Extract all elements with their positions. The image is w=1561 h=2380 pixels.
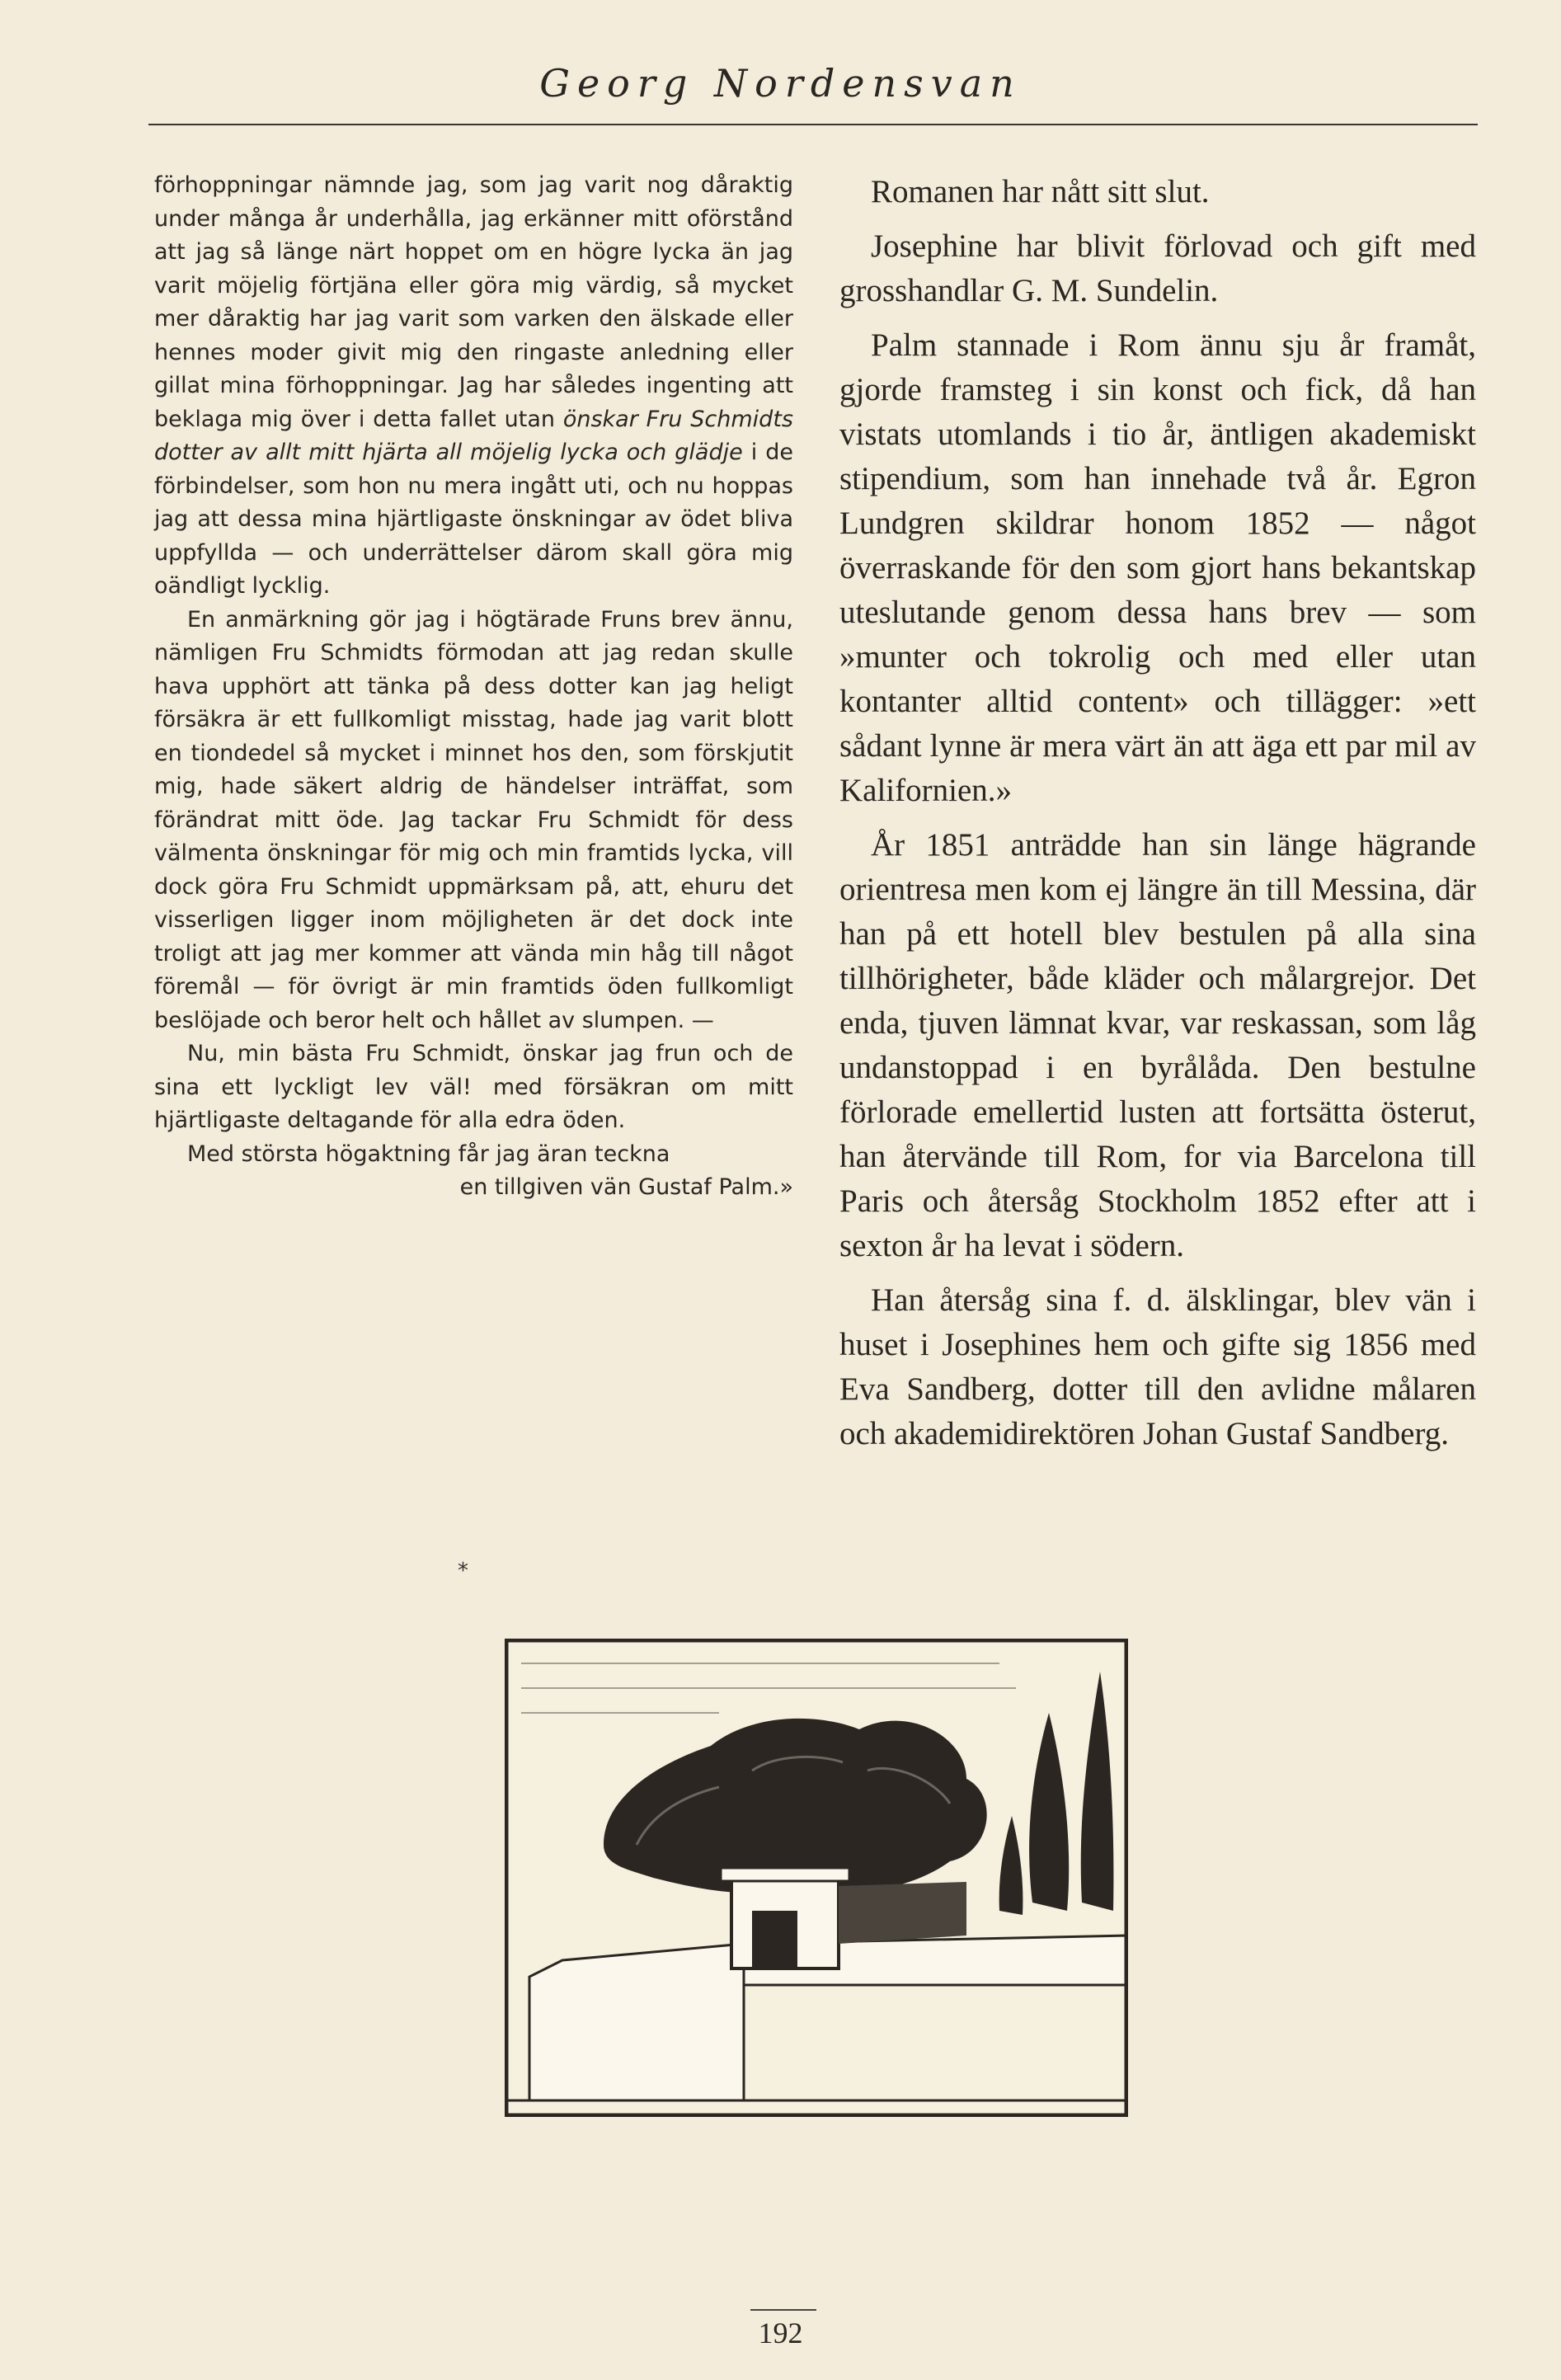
letter-signature: en tillgiven vän Gustaf Palm.» xyxy=(459,1174,793,1200)
right-paragraph-1: Romanen har nått sitt slut. xyxy=(871,174,1210,209)
left-paragraph-4: Med största högaktning får jag äran teckna xyxy=(187,1141,670,1167)
section-separator: * xyxy=(458,1559,468,1583)
left-paragraph-2: En anmärkning gör jag i högtärade Fruns brev ännu, nämligen Fru Schmidts förmodan att jag redan skulle hava upphört att tänka på dess dotter kan jag heligt försäkra är ett fullkomligt misstag, hade jag varit blott en tiondedel så mycket i minnet hos den, som förskjutit mig, hade säkert aldrig de händelser inträffat, som förändrat mitt öde. Jag tackar Fru Schmidt för dess välmenta önskningar för mig och min framtids lycka, vill dock göra Fru Schmidt uppmärksam på, att, ehuru det visserligen ligger inom möjligheten är det dock inte troligt att jag mer kommer att vända min håg till något föremål — för övrigt är min framtids öden fullkomligt beslöjade och beror helt och hållet av slumpen. — xyxy=(154,606,793,1033)
left-paragraph-1: förhoppningar nämnde jag, som jag varit nog dåraktig under många år underhålla, jag erkänner mitt oförstånd att jag så länge närt hoppet om en högre lycka än jag varit möjelig förtjäna eller göra mig värdig, så mycket mer dåraktig har jag varit som varken den älskade eller hennes moder givit mig den ringaste anledning eller gillat mina förhoppningar. Jag har således ingenting att beklaga mig över i detta fallet utan önskar Fru Schmidts dotter av allt mitt hjärta all möjelig lycka och glädje i de förbindelser, som hon nu mera ingått uti, och nu hoppas jag att dessa mina hjärtligaste önskningar av ödet bliva uppfyllda — och underrättelser därom skall göra mig oändligt lycklig. xyxy=(154,172,793,599)
left-paragraph-3: Nu, min bästa Fru Schmidt, önskar jag frun och de sina ett lyckligt lev väl! med försäkran om mitt hjärtligaste deltagande för alla edra öden. xyxy=(154,1041,793,1133)
header-rule xyxy=(148,124,1478,125)
left-column xyxy=(154,169,793,1205)
page-number-rule xyxy=(750,2309,816,2311)
garden-wall-picture xyxy=(505,1639,1128,2117)
page-number: 192 xyxy=(758,2317,803,2349)
right-paragraph-4: År 1851 anträdde han sin länge hägrande orientresa men kom ej längre än till Messina, där han på ett hotell blev bestulen på alla sina tillhörigheter, både kläder och målargrejor. Det enda, tjuven lämnat kvar, var reskassan, som låg undanstoppad i en byrålåda. Den bestulne förlorade emellertid lusten att fortsätta österut, han återvände till Rom, for via Barcelona till Paris och återsåg Stockholm 1852 efter att i sexton år ha levat i södern. xyxy=(839,827,1476,1263)
right-paragraph-5: Han återsåg sina f. d. älsklingar, blev vän i huset i Josephines hem och gifte sig 1856 med Eva Sandberg, dotter till den avlidne målaren och akademidirektören Johan Gustaf Sandberg. xyxy=(839,1282,1476,1451)
italic-wish: önskar Fru Schmidts dotter av allt mitt hjärta all möjelig lycka och glädje xyxy=(154,406,793,465)
right-paragraph-2: Josephine har blivit förlovad och gift med grosshandlar G. M. Sundelin. xyxy=(839,228,1476,308)
right-paragraph-3: Palm stannade i Rom ännu sju år framåt, gjorde framsteg i sin konst och fick, då han vistats utomlands i tio år, äntligen akademiskt stipendium, som han innehade två år. Egron Lundgren skildrar honom 1852 — något överraskande för den som gjort hans bekantskap uteslutande genom dessa hans brev — som »munter och tokrolig och med eller utan kontanter alltid content» och tillägger: »ett sådant lynne är mera värt än att äga ett par mil av Kalifornien.» xyxy=(839,327,1476,808)
woodcut-illustration xyxy=(505,1639,1128,2117)
right-column xyxy=(839,170,1476,1466)
running-title: Georg Nordensvan xyxy=(539,61,1022,106)
